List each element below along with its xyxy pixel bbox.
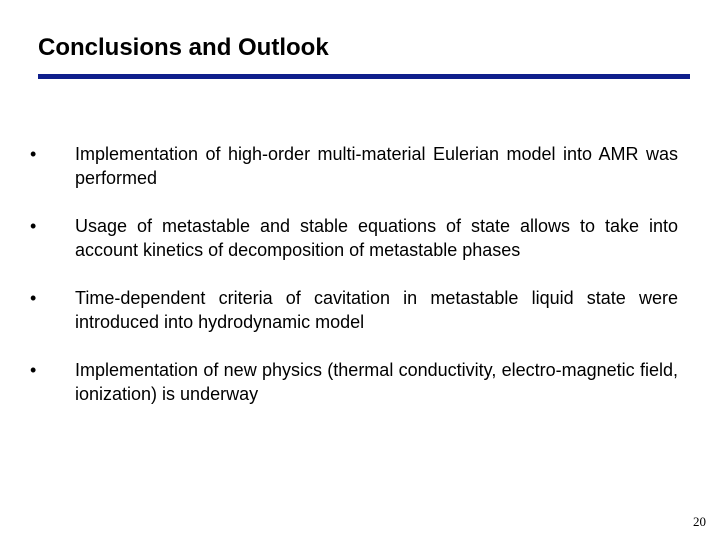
- slide-title: Conclusions and Outlook: [38, 34, 329, 61]
- bullet-marker: •: [30, 144, 37, 164]
- bullet-text: Usage of metastable and stable equations of state allows to take into account kinetics of decomposition of metastable phases: [75, 216, 678, 260]
- bullet-marker: •: [30, 288, 37, 308]
- bullet-item: [30, 286, 678, 334]
- bullet-item: [30, 142, 678, 190]
- bullet-item: [30, 358, 678, 406]
- bullet-text: Time-dependent criteria of cavitation in metastable liquid state were introduced into hydrodynamic model: [75, 288, 678, 332]
- bullet-text: Implementation of new physics (thermal conductivity, electro-magnetic field, ionization) is underway: [75, 360, 678, 404]
- bullet-marker: •: [30, 216, 37, 236]
- bullet-list: [30, 142, 678, 406]
- bullet-text: Implementation of high-order multi-material Eulerian model into AMR was performed: [75, 144, 678, 188]
- bullet-marker: •: [30, 360, 37, 380]
- bullet-item: [30, 214, 678, 262]
- page-number: 20: [693, 514, 706, 529]
- title-underline-rule: [38, 74, 690, 79]
